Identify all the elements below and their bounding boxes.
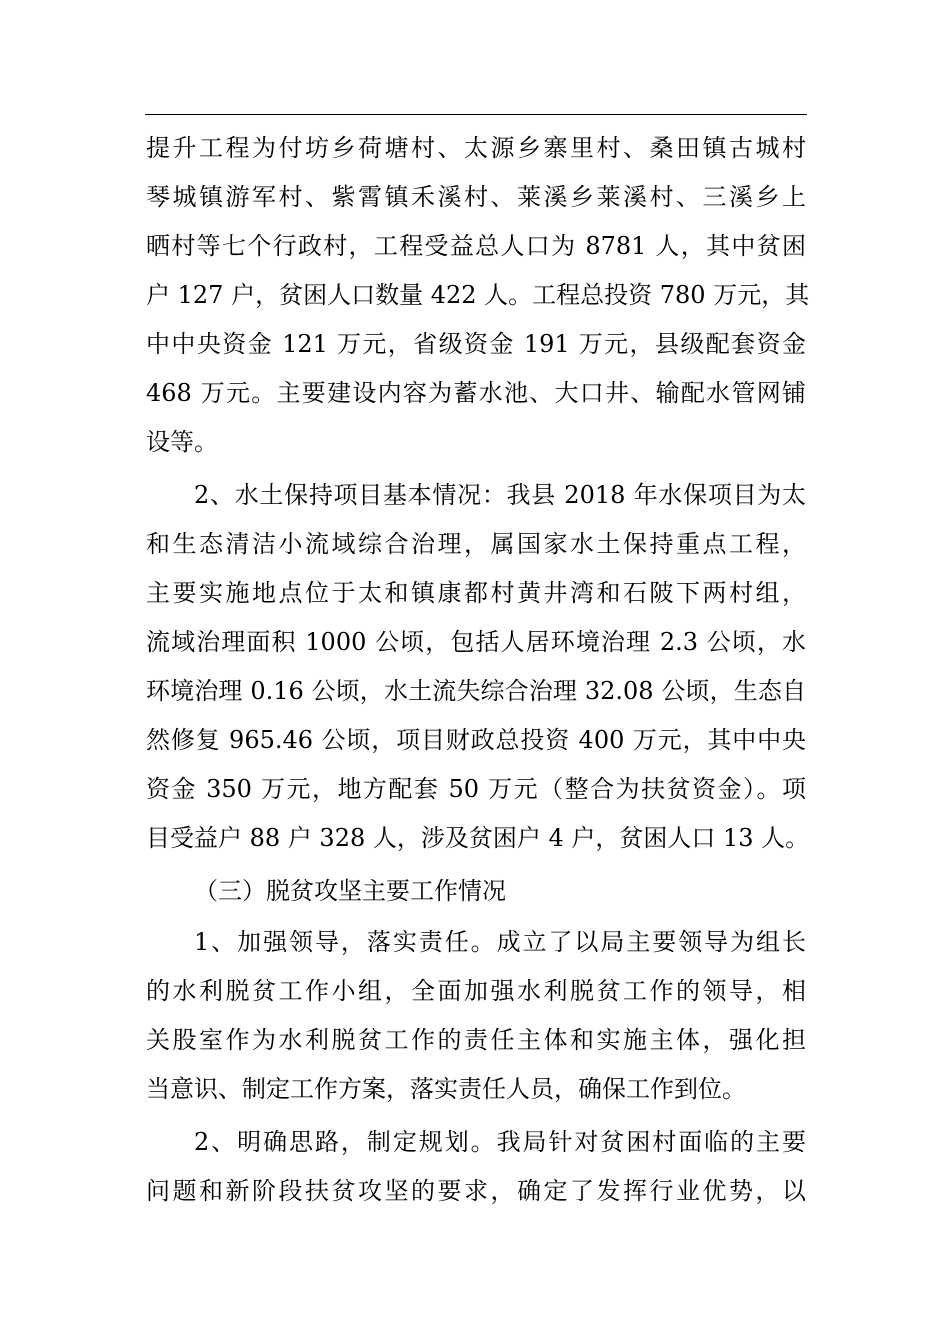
- paragraph-line: 户 127 户，贫困人口数量 422 人。工程总投资 780 万元，其: [146, 281, 810, 309]
- paragraph-line: 流域治理面积 1000 公顷，包括人居环境治理 2.3 公顷，水: [146, 628, 806, 656]
- paragraph-line: 问题和新阶段扶贫攻坚的要求，确定了发挥行业优势，以: [146, 1177, 806, 1205]
- paragraph-line: 设等。: [146, 428, 218, 456]
- paragraph-line: 2、明确思路，制定规划。我局针对贫困村面临的主要: [194, 1128, 806, 1156]
- paragraph-line: 2、水土保持项目基本情况：我县 2018 年水保项目为太: [194, 481, 806, 509]
- paragraph-line: 的水利脱贫工作小组，全面加强水利脱贫工作的领导，相: [146, 977, 806, 1005]
- paragraph-line: 提升工程为付坊乡荷塘村、太源乡寨里村、桑田镇古城村: [146, 134, 806, 162]
- paragraph-line: 468 万元。主要建设内容为蓄水池、大口井、输配水管网铺: [146, 379, 806, 407]
- paragraph-line: 琴城镇游军村、紫霄镇禾溪村、莱溪乡莱溪村、三溪乡上: [146, 183, 806, 211]
- paragraph-line: 主要实施地点位于太和镇康都村黄井湾和石陂下两村组，: [146, 579, 806, 607]
- paragraph-line: 目受益户 88 户 328 人，涉及贫困户 4 户，贫困人口 13 人。: [146, 824, 810, 852]
- paragraph-line: 中中央资金 121 万元，省级资金 191 万元，县级配套资金: [146, 330, 806, 358]
- paragraph-line: 1、加强领导，落实责任。成立了以局主要领导为组长: [194, 928, 806, 956]
- paragraph-line: 和生态清洁小流域综合治理，属国家水土保持重点工程，: [146, 530, 806, 558]
- paragraph-line: 关股室作为水利脱贫工作的责任主体和实施主体，强化担: [146, 1026, 806, 1054]
- section-heading: （三）脱贫攻坚主要工作情况: [194, 877, 506, 905]
- paragraph-line: 晒村等七个行政村，工程受益总人口为 8781 人，其中贫困: [146, 232, 806, 260]
- paragraph-line: 然修复 965.46 公顷，项目财政总投资 400 万元，其中中央: [146, 726, 806, 754]
- paragraph-line: 环境治理 0.16 公顷，水土流失综合治理 32.08 公顷，生态自: [146, 677, 806, 705]
- paragraph-line: 当意识、制定工作方案，落实责任人员，确保工作到位。: [146, 1075, 746, 1103]
- header-divider: [145, 114, 807, 115]
- paragraph-line: 资金 350 万元，地方配套 50 万元（整合为扶贫资金）。项: [146, 775, 806, 803]
